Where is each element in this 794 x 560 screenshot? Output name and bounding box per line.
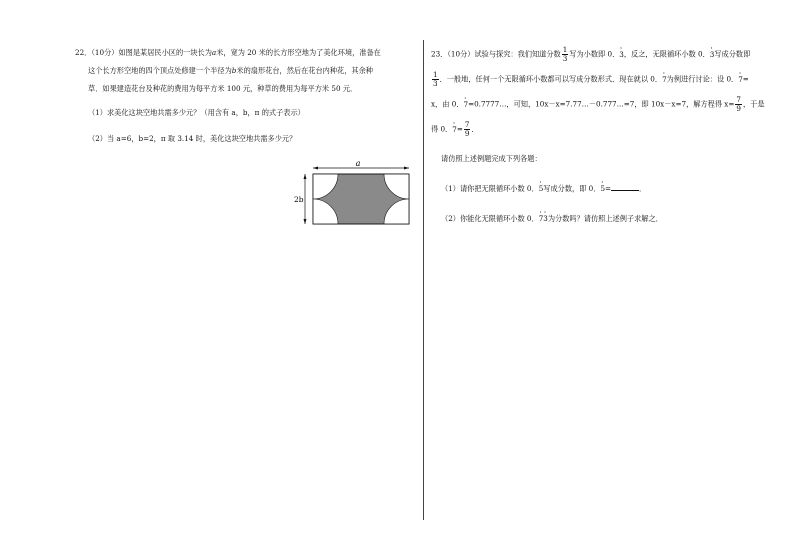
frac-num: 7	[464, 120, 470, 129]
frac-den: 9	[736, 104, 741, 113]
q23-instruction: 请仿照上述例题完成下列各题：	[441, 154, 542, 163]
repeating-digit: · 7	[452, 125, 457, 134]
q23-part1-text-a: （1）请你把无限循环小数 0．	[441, 184, 539, 193]
column-divider	[423, 40, 424, 520]
q22-line3: 草．如果建造花台及种花的费用为每平方米 100 元，种草的费用为每平方米 50 元．	[88, 84, 358, 93]
q23-line1-text-d: 写成分数即	[714, 49, 751, 59]
q23-part1-text-b: 写成分数，即 0．	[543, 184, 601, 193]
arrow-right-icon	[404, 167, 409, 170]
q23-part2-text-a: （2）你能化无限循环小数 0．	[441, 214, 539, 223]
repeating-digit: · 3	[543, 214, 548, 223]
q23-line1	[431, 46, 750, 63]
q23-line1-text-c: ，反之，无限循环小数 0．	[623, 49, 710, 59]
fraction-1-3	[562, 46, 569, 63]
q23-line2-text-c: =	[742, 74, 749, 84]
q23-line3-text-b: =0.7777…，可知，10x－x=7.77…－0.777…=7，即 10x－x=7，解方程得 x=	[468, 99, 735, 109]
q23-line2	[431, 71, 749, 88]
q22-intro-1: 如图是某居民小区的一块长为	[118, 48, 212, 57]
q23-line4-text-b: =	[456, 124, 463, 134]
q23-line2-text-a: ．一般地，任何一个无限循环小数都可以写成分数形式．现在就以 0．	[439, 74, 663, 84]
q23-line1-text-a: 试验与探究：我们知道分数	[474, 49, 561, 59]
frac-den: 3	[562, 54, 568, 63]
figure-label-a: a	[355, 160, 361, 168]
repeating-digit: · 7	[539, 214, 544, 223]
q22-part1: （1）求美化这块空地共需多少元？（用含有 a，b，π 的式子表示）	[88, 108, 305, 117]
q23-line4-text-c: ．	[471, 124, 479, 134]
repeating-digit: · 7	[738, 75, 743, 84]
q23-part1-text-c: =	[605, 184, 612, 193]
q23-line4	[431, 121, 479, 138]
repeating-digit: · 3	[710, 50, 715, 59]
frac-num: 1	[433, 70, 438, 79]
q23-part1-end: ．	[639, 184, 647, 193]
q23-line1-text-b: 写为小数即 0．	[569, 49, 620, 59]
q23-part1	[441, 183, 646, 194]
q23-line4-text-a: 得 0．	[431, 124, 453, 134]
q23-part2-text-b: 为分数吗？请仿照上述例子求解之．	[547, 214, 663, 223]
frac-num: 1	[562, 45, 568, 54]
fraction-7-9	[735, 96, 742, 113]
frac-den: 9	[464, 129, 470, 138]
fraction-1-3-b	[432, 71, 439, 88]
repeating-digit: · 3	[619, 50, 624, 59]
q22-var-a: a	[211, 48, 217, 57]
q22-intro-2a: 这个长方形空地的四个顶点处修建一个半径为	[88, 66, 232, 75]
q23-number: 23．（10分）	[431, 49, 475, 59]
arrow-up-icon	[304, 174, 307, 179]
q22-line1	[75, 48, 381, 58]
q22-intro-2b: 米的扇形花台，然后在花台内种花，其余种	[236, 66, 373, 75]
q22-line2	[88, 66, 373, 76]
q23-line3-text-a: x，由 0．	[431, 99, 464, 109]
repeating-digit: · 5	[539, 184, 544, 193]
q23-line3	[431, 96, 765, 113]
q22-intro-1b: 米，宽为 20 米的长方形空地为了美化环境，准备在	[216, 48, 381, 57]
q23-part2	[441, 214, 663, 224]
frac-den: 3	[433, 79, 438, 88]
figure-label-2b: 2b	[294, 195, 304, 204]
frac-num: 7	[736, 95, 741, 104]
repeating-digit: · 7	[662, 75, 667, 84]
answer-blank[interactable]	[611, 183, 639, 191]
q22-var-b: b	[231, 66, 237, 75]
q23-line3-text-c: ，于是	[742, 99, 765, 109]
arrow-left-icon	[313, 167, 318, 170]
q22-number: 22．（10分）	[75, 48, 119, 57]
fraction-7-9-b	[464, 121, 471, 138]
q22-part2: （2）当 a=6，b=2，π 取 3.14 时，美化这块空地共需多少元？	[88, 134, 297, 143]
q22-figure	[294, 160, 412, 228]
arrow-down-icon	[304, 219, 307, 224]
q23-line2-text-b: 为例进行讨论：设 0．	[666, 74, 739, 84]
repeating-digit: · 7	[463, 100, 468, 109]
repeating-digit: · 5	[600, 184, 605, 193]
